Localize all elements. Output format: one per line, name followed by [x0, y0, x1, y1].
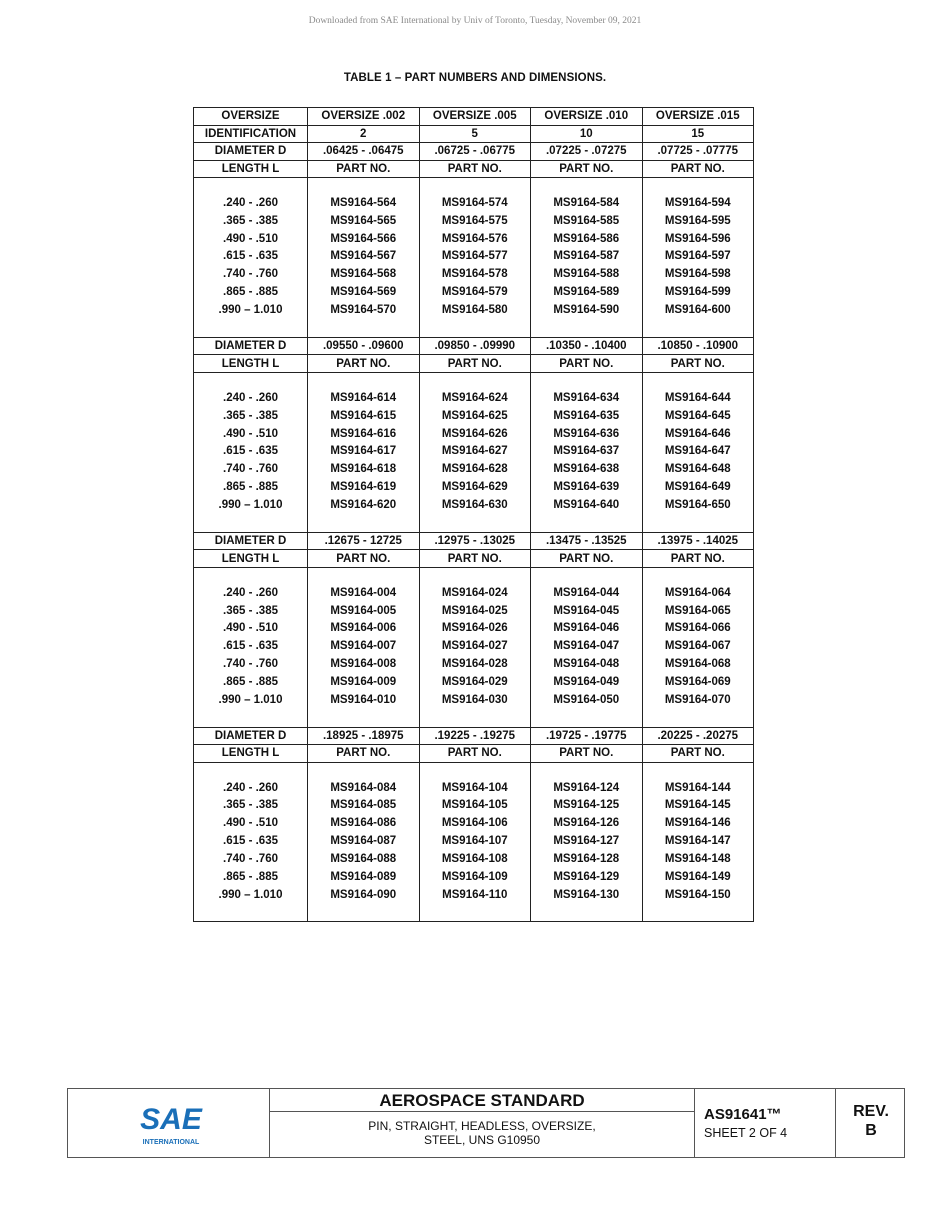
length-range: .490 - .510 — [194, 620, 308, 638]
part-number: MS9164-626 — [419, 425, 531, 443]
spacer-row — [194, 709, 754, 728]
part-number: MS9164-569 — [308, 283, 420, 301]
part-number: MS9164-570 — [308, 301, 420, 319]
part-number: MS9164-127 — [531, 832, 643, 850]
part-number: MS9164-027 — [419, 637, 531, 655]
diameter-range: .13975 - .14025 — [642, 532, 754, 550]
part-number: MS9164-088 — [308, 850, 420, 868]
part-number: MS9164-064 — [642, 584, 754, 602]
sae-logo — [136, 1101, 206, 1149]
diameter-label: DIAMETER D — [194, 143, 308, 161]
length-range: .990 – 1.010 — [194, 496, 308, 514]
part-number: MS9164-108 — [419, 850, 531, 868]
part-number: MS9164-590 — [531, 301, 643, 319]
part-number: MS9164-596 — [642, 230, 754, 248]
length-label: LENGTH L — [194, 160, 308, 178]
part-number: MS9164-615 — [308, 407, 420, 425]
diameter-range: .12975 - .13025 — [419, 532, 531, 550]
spacer-cell — [419, 709, 531, 728]
part-number: MS9164-067 — [642, 637, 754, 655]
diameter-range: .19725 - .19775 — [531, 727, 643, 745]
title-cell — [270, 1089, 695, 1157]
part-number: MS9164-149 — [642, 868, 754, 886]
part-number: MS9164-614 — [308, 389, 420, 407]
part-number: MS9164-640 — [531, 496, 643, 514]
table-row — [194, 620, 754, 638]
part-no-label: PART NO. — [531, 355, 643, 373]
part-number: MS9164-070 — [642, 691, 754, 709]
part-no-label: PART NO. — [531, 745, 643, 763]
description-line-2: STEEL, UNS G10950 — [423, 1133, 541, 1147]
part-no-label: PART NO. — [308, 355, 420, 373]
oversize-header: OVERSIZE .015 — [642, 108, 754, 126]
part-number: MS9164-089 — [308, 868, 420, 886]
spacer-cell — [642, 514, 754, 533]
identification-value: 5 — [419, 125, 531, 143]
part-number: MS9164-566 — [308, 230, 420, 248]
revision-label: REV. — [853, 1103, 889, 1120]
part-number: MS9164-146 — [642, 814, 754, 832]
part-no-label: PART NO. — [642, 160, 754, 178]
table-row — [194, 814, 754, 832]
standard-title: AEROSPACE STANDARD — [270, 1089, 694, 1112]
table-row — [194, 832, 754, 850]
part-no-label: PART NO. — [419, 745, 531, 763]
part-no-label: PART NO. — [531, 160, 643, 178]
length-range: .365 - .385 — [194, 797, 308, 815]
part-number: MS9164-624 — [419, 389, 531, 407]
table-row — [194, 194, 754, 212]
part-number: MS9164-647 — [642, 442, 754, 460]
part-number: MS9164-637 — [531, 442, 643, 460]
spacer-cell — [419, 178, 531, 195]
spacer-cell — [531, 567, 643, 584]
spacer-cell — [194, 372, 308, 389]
part-no-label: PART NO. — [642, 745, 754, 763]
part-number: MS9164-565 — [308, 212, 420, 230]
spacer-cell — [642, 567, 754, 584]
identification-value: 15 — [642, 125, 754, 143]
table-row — [194, 496, 754, 514]
standard-description — [270, 1119, 694, 1147]
part-number: MS9164-129 — [531, 868, 643, 886]
spacer-cell — [308, 178, 420, 195]
diameter-range: .13475 - .13525 — [531, 532, 643, 550]
part-number: MS9164-049 — [531, 673, 643, 691]
part-number: MS9164-066 — [642, 620, 754, 638]
table-row — [194, 850, 754, 868]
table-row — [194, 460, 754, 478]
part-number: MS9164-564 — [308, 194, 420, 212]
length-label: LENGTH L — [194, 745, 308, 763]
length-header-row — [194, 745, 754, 763]
table-row — [194, 655, 754, 673]
part-numbers-table — [193, 107, 754, 922]
part-number: MS9164-009 — [308, 673, 420, 691]
part-number: MS9164-028 — [419, 655, 531, 673]
spacer-cell — [308, 567, 420, 584]
spacer-cell — [308, 514, 420, 533]
length-range: .990 – 1.010 — [194, 301, 308, 319]
table-row — [194, 691, 754, 709]
part-number: MS9164-635 — [531, 407, 643, 425]
length-range: .240 - .260 — [194, 584, 308, 602]
logo-cell — [68, 1089, 270, 1157]
oversize-header: OVERSIZE .002 — [308, 108, 420, 126]
length-range: .865 - .885 — [194, 283, 308, 301]
part-number: MS9164-578 — [419, 265, 531, 283]
length-range: .990 – 1.010 — [194, 886, 308, 904]
table-row — [194, 283, 754, 301]
spacer-cell — [642, 372, 754, 389]
part-number: MS9164-086 — [308, 814, 420, 832]
length-range: .740 - .760 — [194, 265, 308, 283]
part-number: MS9164-050 — [531, 691, 643, 709]
table-row — [194, 389, 754, 407]
spacer-cell — [531, 709, 643, 728]
part-number: MS9164-597 — [642, 248, 754, 266]
table-row — [194, 478, 754, 496]
part-number: MS9164-585 — [531, 212, 643, 230]
part-number: MS9164-577 — [419, 248, 531, 266]
spacer-cell — [308, 762, 420, 779]
length-range: .240 - .260 — [194, 389, 308, 407]
part-no-label: PART NO. — [419, 550, 531, 568]
diameter-range: .10350 - .10400 — [531, 337, 643, 355]
part-number: MS9164-627 — [419, 442, 531, 460]
table-row — [194, 248, 754, 266]
length-range: .615 - .635 — [194, 248, 308, 266]
part-number: MS9164-045 — [531, 602, 643, 620]
part-number: MS9164-567 — [308, 248, 420, 266]
part-number: MS9164-007 — [308, 637, 420, 655]
part-no-label: PART NO. — [642, 550, 754, 568]
part-number: MS9164-648 — [642, 460, 754, 478]
diameter-range: .20225 - .20275 — [642, 727, 754, 745]
part-number: MS9164-630 — [419, 496, 531, 514]
part-number: MS9164-586 — [531, 230, 643, 248]
part-number: MS9164-105 — [419, 797, 531, 815]
part-number: MS9164-144 — [642, 779, 754, 797]
part-number: MS9164-044 — [531, 584, 643, 602]
length-range: .740 - .760 — [194, 460, 308, 478]
spacer-cell — [194, 567, 308, 584]
part-number: MS9164-026 — [419, 620, 531, 638]
spacer-cell — [531, 319, 643, 338]
table-row — [194, 584, 754, 602]
diameter-row — [194, 143, 754, 161]
part-number: MS9164-575 — [419, 212, 531, 230]
part-number: MS9164-598 — [642, 265, 754, 283]
sae-logo-text: SAE — [140, 1103, 202, 1136]
part-number: MS9164-025 — [419, 602, 531, 620]
part-number: MS9164-124 — [531, 779, 643, 797]
part-number: MS9164-005 — [308, 602, 420, 620]
identification-value: 2 — [308, 125, 420, 143]
part-number: MS9164-639 — [531, 478, 643, 496]
part-number: MS9164-576 — [419, 230, 531, 248]
length-range: .365 - .385 — [194, 602, 308, 620]
diameter-range: .12675 - 12725 — [308, 532, 420, 550]
part-no-label: PART NO. — [531, 550, 643, 568]
spacer-cell — [531, 904, 643, 922]
diameter-range: .09850 - .09990 — [419, 337, 531, 355]
spacer-row — [194, 567, 754, 584]
table-row — [194, 442, 754, 460]
part-no-label: PART NO. — [419, 160, 531, 178]
part-no-label: PART NO. — [642, 355, 754, 373]
length-label: LENGTH L — [194, 355, 308, 373]
part-number: MS9164-580 — [419, 301, 531, 319]
part-number: MS9164-147 — [642, 832, 754, 850]
document-number: AS91641™ — [704, 1106, 782, 1123]
spacer-cell — [642, 178, 754, 195]
diameter-label: DIAMETER D — [194, 532, 308, 550]
length-range: .490 - .510 — [194, 814, 308, 832]
spacer-cell — [308, 372, 420, 389]
part-number: MS9164-145 — [642, 797, 754, 815]
length-range: .865 - .885 — [194, 478, 308, 496]
diameter-row — [194, 337, 754, 355]
table-title: TABLE 1 – PART NUMBERS AND DIMENSIONS. — [343, 72, 607, 84]
spacer-cell — [308, 319, 420, 338]
diameter-range: .09550 - .09600 — [308, 337, 420, 355]
spacer-cell — [531, 178, 643, 195]
length-range: .240 - .260 — [194, 194, 308, 212]
length-range: .615 - .635 — [194, 442, 308, 460]
part-number: MS9164-616 — [308, 425, 420, 443]
spacer-cell — [419, 514, 531, 533]
length-range: .990 – 1.010 — [194, 691, 308, 709]
part-number: MS9164-006 — [308, 620, 420, 638]
part-number: MS9164-107 — [419, 832, 531, 850]
part-number: MS9164-128 — [531, 850, 643, 868]
description-line-1: PIN, STRAIGHT, HEADLESS, OVERSIZE, — [368, 1119, 596, 1133]
part-number: MS9164-579 — [419, 283, 531, 301]
spacer-row — [194, 904, 754, 922]
part-number: MS9164-584 — [531, 194, 643, 212]
table-row — [194, 425, 754, 443]
part-number: MS9164-574 — [419, 194, 531, 212]
part-number: MS9164-148 — [642, 850, 754, 868]
length-range: .615 - .635 — [194, 832, 308, 850]
table-row — [194, 230, 754, 248]
spacer-row — [194, 514, 754, 533]
identification-value: 10 — [531, 125, 643, 143]
spacer-cell — [419, 762, 531, 779]
part-number: MS9164-008 — [308, 655, 420, 673]
part-number: MS9164-104 — [419, 779, 531, 797]
spacer-row — [194, 178, 754, 195]
length-header-row — [194, 355, 754, 373]
part-number: MS9164-638 — [531, 460, 643, 478]
length-range: .240 - .260 — [194, 779, 308, 797]
spacer-cell — [642, 762, 754, 779]
diameter-range: .06425 - .06475 — [308, 143, 420, 161]
part-number: MS9164-150 — [642, 886, 754, 904]
table-row — [194, 212, 754, 230]
part-number: MS9164-047 — [531, 637, 643, 655]
part-number: MS9164-065 — [642, 602, 754, 620]
spacer-cell — [531, 514, 643, 533]
part-number: MS9164-589 — [531, 283, 643, 301]
part-number: MS9164-125 — [531, 797, 643, 815]
part-number: MS9164-625 — [419, 407, 531, 425]
length-range: .490 - .510 — [194, 425, 308, 443]
download-watermark: Downloaded from SAE International by Univ of Toronto, Tuesday, November 09, 2021 — [308, 16, 642, 26]
part-number: MS9164-130 — [531, 886, 643, 904]
part-number: MS9164-048 — [531, 655, 643, 673]
table-row — [194, 886, 754, 904]
part-number: MS9164-600 — [642, 301, 754, 319]
part-number: MS9164-106 — [419, 814, 531, 832]
spacer-row — [194, 762, 754, 779]
identification-label: IDENTIFICATION — [194, 125, 308, 143]
part-number: MS9164-628 — [419, 460, 531, 478]
part-number: MS9164-629 — [419, 478, 531, 496]
part-number: MS9164-588 — [531, 265, 643, 283]
diameter-range: .19225 - .19275 — [419, 727, 531, 745]
part-number: MS9164-587 — [531, 248, 643, 266]
part-number: MS9164-087 — [308, 832, 420, 850]
part-number: MS9164-617 — [308, 442, 420, 460]
part-number: MS9164-085 — [308, 797, 420, 815]
revision-value: B — [865, 1122, 877, 1139]
sae-logo-subtext: INTERNATIONAL — [142, 1139, 200, 1146]
part-number: MS9164-594 — [642, 194, 754, 212]
revision-cell — [836, 1089, 906, 1157]
diameter-range: .06725 - .06775 — [419, 143, 531, 161]
spacer-cell — [194, 762, 308, 779]
length-header-row — [194, 160, 754, 178]
table-row — [194, 673, 754, 691]
part-no-label: PART NO. — [308, 745, 420, 763]
length-label: LENGTH L — [194, 550, 308, 568]
spacer-cell — [194, 709, 308, 728]
part-number: MS9164-110 — [419, 886, 531, 904]
part-number: MS9164-084 — [308, 779, 420, 797]
part-number: MS9164-568 — [308, 265, 420, 283]
spacer-row — [194, 319, 754, 338]
spacer-cell — [194, 319, 308, 338]
part-number: MS9164-649 — [642, 478, 754, 496]
diameter-range: .10850 - .10900 — [642, 337, 754, 355]
part-number: MS9164-109 — [419, 868, 531, 886]
part-number: MS9164-599 — [642, 283, 754, 301]
part-number: MS9164-090 — [308, 886, 420, 904]
spacer-cell — [308, 709, 420, 728]
oversize-header: OVERSIZE .010 — [531, 108, 643, 126]
length-range: .615 - .635 — [194, 637, 308, 655]
table-row — [194, 301, 754, 319]
table-row — [194, 407, 754, 425]
part-number: MS9164-126 — [531, 814, 643, 832]
diameter-range: .07725 - .07775 — [642, 143, 754, 161]
spacer-row — [194, 372, 754, 389]
part-no-label: PART NO. — [308, 160, 420, 178]
oversize-header: OVERSIZE .005 — [419, 108, 531, 126]
diameter-row — [194, 727, 754, 745]
part-number: MS9164-069 — [642, 673, 754, 691]
part-no-label: PART NO. — [308, 550, 420, 568]
part-no-label: PART NO. — [419, 355, 531, 373]
sheet-number: SHEET 2 OF 4 — [704, 1126, 788, 1140]
table-row — [194, 779, 754, 797]
diameter-range: .18925 - .18975 — [308, 727, 420, 745]
part-number: MS9164-068 — [642, 655, 754, 673]
part-number: MS9164-595 — [642, 212, 754, 230]
oversize-label: OVERSIZE — [194, 108, 308, 126]
part-number: MS9164-046 — [531, 620, 643, 638]
part-number: MS9164-618 — [308, 460, 420, 478]
spacer-cell — [419, 567, 531, 584]
part-number: MS9164-024 — [419, 584, 531, 602]
part-number: MS9164-620 — [308, 496, 420, 514]
spacer-cell — [308, 904, 420, 922]
spacer-cell — [642, 709, 754, 728]
part-number: MS9164-619 — [308, 478, 420, 496]
spacer-cell — [642, 319, 754, 338]
spacer-cell — [194, 904, 308, 922]
spacer-cell — [194, 178, 308, 195]
part-number: MS9164-004 — [308, 584, 420, 602]
diameter-label: DIAMETER D — [194, 337, 308, 355]
diameter-row — [194, 532, 754, 550]
table-row — [194, 637, 754, 655]
oversize-header-row — [194, 108, 754, 126]
part-number: MS9164-010 — [308, 691, 420, 709]
spacer-cell — [531, 372, 643, 389]
table-row — [194, 868, 754, 886]
part-number: MS9164-650 — [642, 496, 754, 514]
part-number: MS9164-636 — [531, 425, 643, 443]
length-range: .740 - .760 — [194, 850, 308, 868]
length-range: .490 - .510 — [194, 230, 308, 248]
part-number: MS9164-645 — [642, 407, 754, 425]
spacer-cell — [531, 762, 643, 779]
table-row — [194, 797, 754, 815]
spacer-cell — [194, 514, 308, 533]
part-number: MS9164-030 — [419, 691, 531, 709]
diameter-label: DIAMETER D — [194, 727, 308, 745]
length-range: .740 - .760 — [194, 655, 308, 673]
length-range: .865 - .885 — [194, 673, 308, 691]
spacer-cell — [642, 904, 754, 922]
document-number-cell — [695, 1089, 836, 1157]
table-row — [194, 265, 754, 283]
diameter-range: .07225 - .07275 — [531, 143, 643, 161]
length-range: .365 - .385 — [194, 212, 308, 230]
part-number: MS9164-634 — [531, 389, 643, 407]
part-number: MS9164-646 — [642, 425, 754, 443]
length-range: .865 - .885 — [194, 868, 308, 886]
part-number: MS9164-029 — [419, 673, 531, 691]
spacer-cell — [419, 904, 531, 922]
spacer-cell — [419, 372, 531, 389]
part-number: MS9164-644 — [642, 389, 754, 407]
length-header-row — [194, 550, 754, 568]
spacer-cell — [419, 319, 531, 338]
table-row — [194, 602, 754, 620]
length-range: .365 - .385 — [194, 407, 308, 425]
title-block — [67, 1088, 905, 1158]
identification-row — [194, 125, 754, 143]
